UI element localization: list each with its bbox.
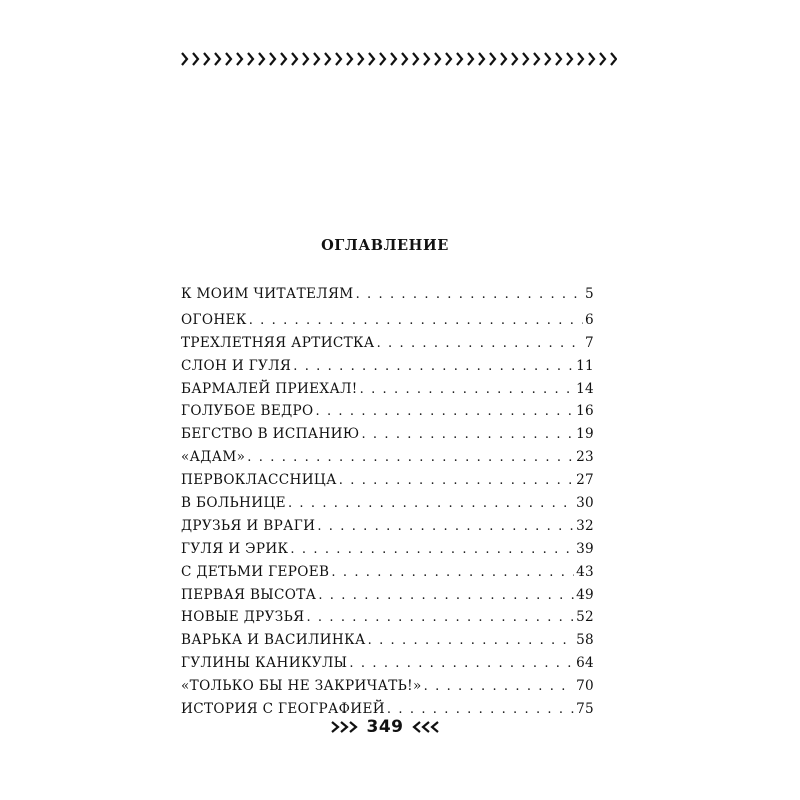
toc-entry-page: 64 <box>576 655 594 672</box>
toc-entry-page: 43 <box>576 563 594 580</box>
toc-entry-page: 70 <box>576 678 594 695</box>
toc-leader-dots <box>331 562 574 585</box>
toc-heading: ОГЛАВЛЕНИЕ <box>321 237 449 254</box>
toc-list <box>181 283 594 721</box>
toc-entry <box>181 538 594 561</box>
toc-entry-title: ВАРЬКА И ВАСИЛИНКА <box>181 632 366 649</box>
toc-entry-title: В БОЛЬНИЦЕ <box>181 495 286 512</box>
toc-entry-page: 16 <box>576 403 594 420</box>
toc-entry-page: 32 <box>576 517 594 534</box>
toc-leader-dots <box>247 447 574 470</box>
page-number: 349 <box>366 717 404 737</box>
toc-leader-dots <box>317 516 574 539</box>
toc-entry <box>181 446 594 469</box>
toc-leader-dots <box>306 607 574 630</box>
toc-entry <box>181 606 594 629</box>
page-footer <box>330 714 440 740</box>
toc-entry <box>181 584 594 607</box>
toc-entry-title: ИСТОРИЯ С ГЕОГРАФИЕЙ <box>181 701 385 718</box>
toc-entry-page: 39 <box>576 540 594 557</box>
toc-entry <box>181 309 594 332</box>
chevron-border-icon <box>180 50 617 68</box>
toc-entry-page: 19 <box>576 426 594 443</box>
toc-entry-title: «АДАМ» <box>181 449 246 466</box>
toc-entry-title: ПЕРВАЯ ВЫСОТА <box>181 586 317 603</box>
toc-entry <box>181 652 594 675</box>
toc-leader-dots <box>424 676 574 699</box>
toc-entry-page: 23 <box>576 449 594 466</box>
toc-entry <box>181 469 594 492</box>
toc-entry-page: 14 <box>576 380 594 397</box>
toc-entry-title: К МОИМ ЧИТАТЕЛЯМ <box>181 286 354 302</box>
toc-entry <box>181 492 594 515</box>
toc-entry-page: 6 <box>585 311 594 328</box>
toc-entry-title: «ТОЛЬКО БЫ НЕ ЗАКРИЧАТЬ!» <box>181 678 422 695</box>
toc-entry <box>181 515 594 538</box>
toc-entry <box>181 629 594 652</box>
toc-entry-title: ОГОНЕК <box>181 311 247 328</box>
toc-entry-title: ГУЛИНЫ КАНИКУЛЫ <box>181 655 348 672</box>
toc-entry <box>181 423 594 446</box>
toc-leader-dots <box>318 585 574 608</box>
toc-entry-title: ГУЛЯ И ЭРИК <box>181 540 289 557</box>
toc-entry-page: 5 <box>585 286 594 302</box>
toc-leader-dots <box>377 333 583 356</box>
toc-entry <box>181 561 594 584</box>
toc-entry-title: ПЕРВОКЛАССНИЦА <box>181 472 337 489</box>
toc-leader-dots <box>356 284 583 307</box>
chevrons-left-icon <box>408 720 440 734</box>
toc-entry-title: НОВЫЕ ДРУЗЬЯ <box>181 609 305 626</box>
toc-leader-dots <box>361 424 574 447</box>
toc-leader-dots <box>368 630 574 653</box>
toc-entry <box>181 283 594 306</box>
toc-entry <box>181 355 594 378</box>
chevrons-right-icon <box>330 720 362 734</box>
toc-entry <box>181 332 594 355</box>
toc-entry-title: БАРМАЛЕЙ ПРИЕХАЛ! <box>181 380 358 397</box>
toc-entry <box>181 675 594 698</box>
toc-leader-dots <box>349 653 574 676</box>
toc-entry-title: БЕГСТВО В ИСПАНИЮ <box>181 426 360 443</box>
toc-entry-page: 11 <box>576 357 594 374</box>
toc-entry-page: 49 <box>576 586 594 603</box>
toc-leader-dots <box>316 401 575 424</box>
toc-entry-page: 75 <box>576 701 594 718</box>
toc-entry-page: 30 <box>576 495 594 512</box>
toc-leader-dots <box>360 379 574 402</box>
toc-leader-dots <box>288 493 574 516</box>
toc-entry-page: 27 <box>576 472 594 489</box>
toc-leader-dots <box>293 356 574 379</box>
toc-leader-dots <box>339 470 574 493</box>
toc-entry-title: СЛОН И ГУЛЯ <box>181 357 292 374</box>
toc-leader-dots <box>290 539 574 562</box>
toc-entry <box>181 400 594 423</box>
toc-entry <box>181 378 594 401</box>
toc-leader-dots <box>249 310 583 333</box>
toc-entry-page: 52 <box>576 609 594 626</box>
toc-entry-page: 58 <box>576 632 594 649</box>
toc-entry-title: ТРЕХЛЕТНЯЯ АРТИСТКА <box>181 334 375 351</box>
toc-entry-title: ДРУЗЬЯ И ВРАГИ <box>181 517 316 534</box>
toc-entry-page: 7 <box>585 334 594 351</box>
toc-entry-title: ГОЛУБОЕ ВЕДРО <box>181 403 314 420</box>
toc-entry-title: С ДЕТЬМИ ГЕРОЕВ <box>181 563 330 580</box>
